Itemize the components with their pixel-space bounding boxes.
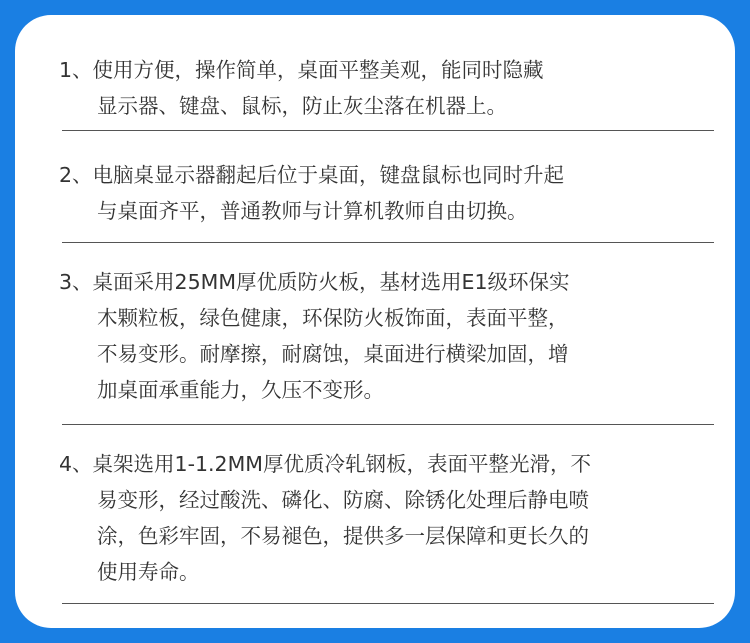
feature-item-2-line-1: 2、电脑桌显示器翻起后位于桌面，键盘鼠标也同时升起 xyxy=(59,163,565,187)
feature-item-3-line-3: 不易变形。耐摩擦，耐腐蚀，桌面进行横梁加固，增 xyxy=(97,342,569,366)
feature-item-3 xyxy=(59,264,719,408)
feature-item-4-line-3: 涂，色彩牢固，不易褪色，提供多一层保障和更长久的 xyxy=(97,524,589,548)
feature-item-1-line-2: 显示器、键盘、鼠标，防止灰尘落在机器上。 xyxy=(97,94,507,118)
feature-item-4-line-1: 4、桌架选用1-1.2MM厚优质冷轧钢板，表面平整光滑，不 xyxy=(59,452,591,476)
content-card xyxy=(15,15,735,628)
divider-2 xyxy=(62,242,714,243)
feature-item-3-line-4: 加桌面承重能力，久压不变形。 xyxy=(97,378,384,402)
feature-item-2-line-2: 与桌面齐平，普通教师与计算机教师自由切换。 xyxy=(97,199,528,223)
feature-item-4 xyxy=(59,446,719,590)
feature-item-3-line-2: 木颗粒板，绿色健康，环保防火板饰面，表面平整， xyxy=(97,306,569,330)
feature-item-4-line-2: 易变形，经过酸洗、磷化、防腐、除锈化处理后静电喷 xyxy=(97,488,589,512)
feature-item-1 xyxy=(59,52,719,124)
feature-item-4-line-4: 使用寿命。 xyxy=(97,560,200,584)
divider-1 xyxy=(62,130,714,131)
feature-item-3-line-1: 3、桌面采用25MM厚优质防火板，基材选用E1级环保实 xyxy=(59,270,570,294)
divider-3 xyxy=(62,424,714,425)
feature-item-2 xyxy=(59,157,719,229)
feature-item-1-line-1: 1、使用方便，操作简单，桌面平整美观，能同时隐藏 xyxy=(59,58,544,82)
divider-4 xyxy=(62,603,714,604)
